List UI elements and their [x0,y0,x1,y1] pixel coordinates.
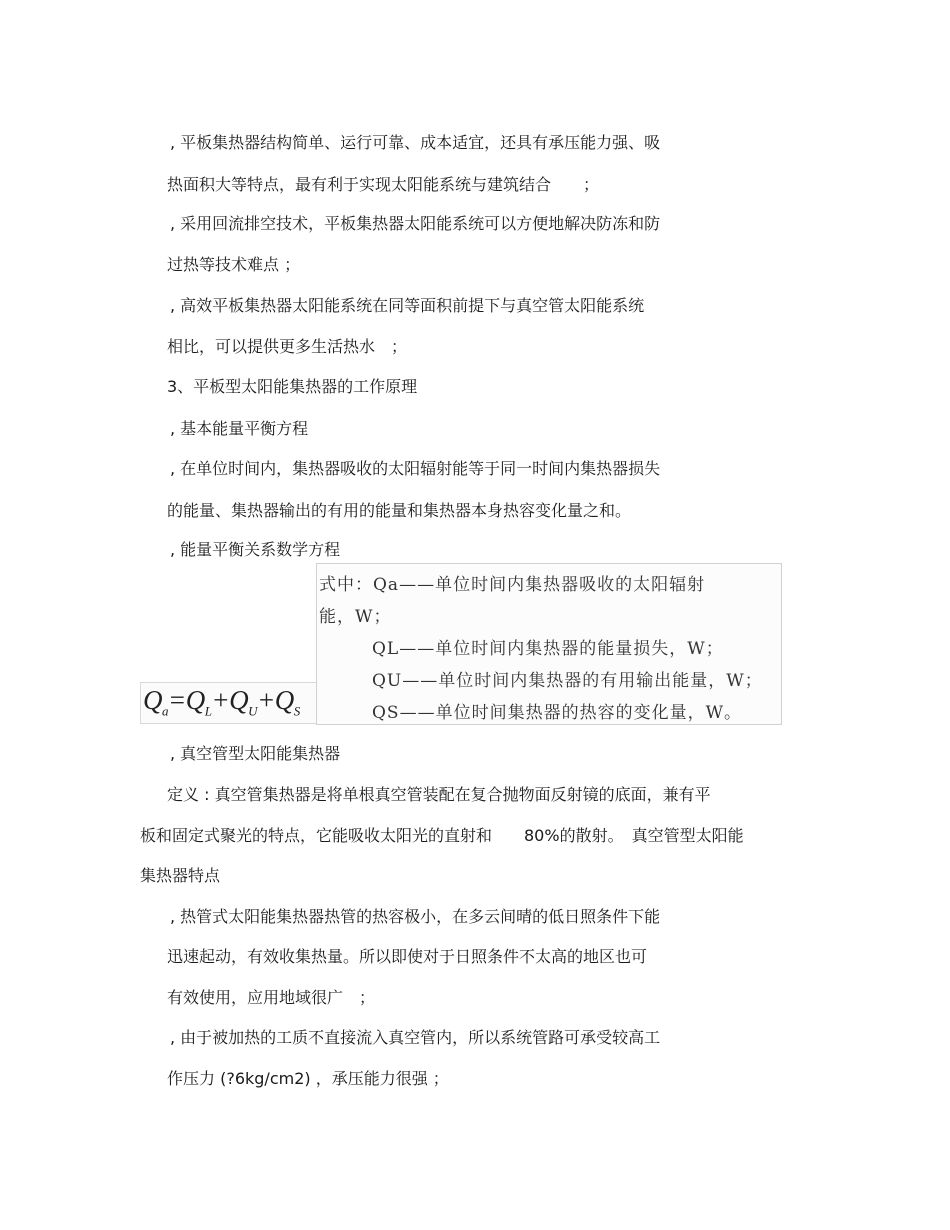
paragraph-line: , 能量平衡关系数学方程 [170,540,341,559]
definitions-figure [316,563,782,725]
definition-line: QU——单位时间内集热器的有用输出能量，W； [372,671,763,691]
paragraph-line: 集热器特点 [140,866,221,885]
equation-figure [140,682,318,724]
paragraph-line: , 平板集热器结构简单、运行可靠、成本适宜，还具有承压能力强、吸 [170,133,661,152]
paragraph-line: 的能量、集热器输出的有用的能量和集热器本身热容变化量之和。 [167,501,632,520]
paragraph-line: 相比，可以提供更多生活热水 ； [167,337,408,356]
definition-line: 能，W； [319,607,392,627]
paragraph-line: , 热管式太阳能集热器热管的热容极小，在多云间晴的低日照条件下能 [170,907,661,926]
paragraph-line: 热面积大等特点，最有利于实现太阳能系统与建筑结合 ； [167,175,600,194]
definition-line: QS——单位时间集热器的热容的变化量，W。 [372,703,743,723]
paragraph-line: 过热等技术难点 ； [167,255,301,274]
definition-line: 式中：Qa——单位时间内集热器吸收的太阳辐射 [319,575,706,595]
energy-balance-equation: $Q_a=Q_L+Q_U+Q_S$ [143,685,300,719]
paragraph-line: 迅速起动，有效收集热量。所以即使对于日照条件不太高的地区也可 [167,947,648,966]
paragraph-line: 定义 : 真空管集热器是将单根真空管装配在复合抛物面反射镜的底面，兼有平 [167,785,711,804]
paragraph-line: 作压力 (?6kg/cm2) ，承压能力很强 ； [167,1069,449,1088]
paragraph-line: , 采用回流排空技术，平板集热器太阳能系统可以方便地解决防冻和防 [170,214,661,233]
paragraph-line: , 在单位时间内，集热器吸收的太阳辐射能等于同一时间内集热器损失 [170,459,661,478]
paragraph-line: , 高效平板集热器太阳能系统在同等面积前提下与真空管太阳能系统 [170,296,645,315]
paragraph-line: , 由于被加热的工质不直接流入真空管内，所以系统管路可承受较高工 [170,1028,661,1047]
paragraph-line: 板和固定式聚光的特点，它能吸收太阳光的直射和 80%的散射。 真空管型太阳能 [140,826,744,845]
section-heading: 3、平板型太阳能集热器的工作原理 [167,377,418,396]
definition-line: QL——单位时间内集热器的能量损失，W； [372,639,724,659]
paragraph-line: , 真空管型太阳能集热器 [170,744,341,763]
paragraph-line: , 基本能量平衡方程 [170,419,309,438]
paragraph-line: 有效使用，应用地域很广 ； [167,988,376,1007]
